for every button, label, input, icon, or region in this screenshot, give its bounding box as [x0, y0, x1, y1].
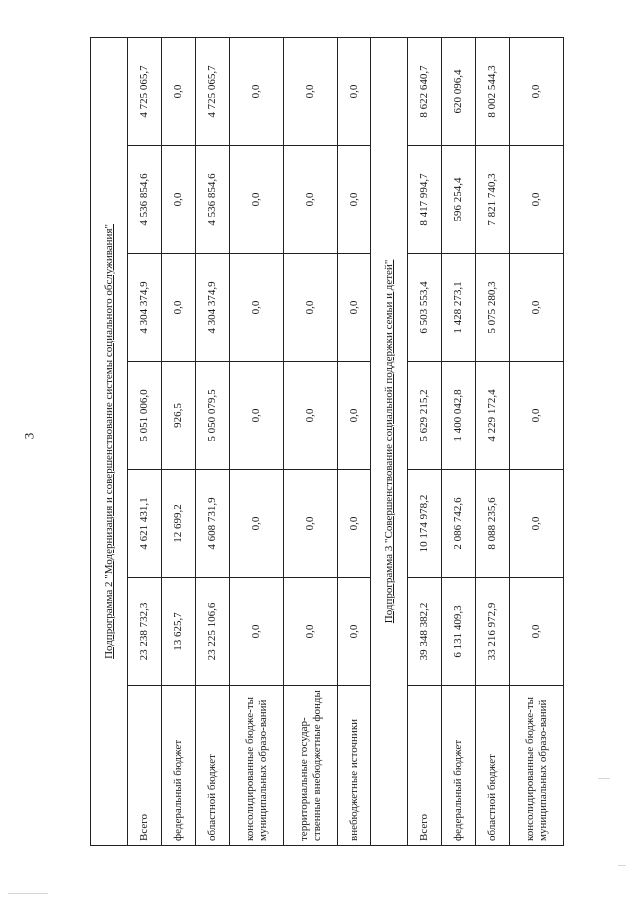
section-title: Подпрограмма 2 "Модернизация и совершенствование системы социального обслуживания": [91, 37, 128, 845]
cell-value: 1 428 273,1: [442, 254, 476, 362]
cell-value: 926,5: [162, 362, 196, 470]
cell-value: 5 051 006,0: [128, 362, 162, 470]
row-label: федеральный бюджет: [442, 686, 476, 846]
cell-total: 23 238 732,3: [128, 578, 162, 686]
cell-total: 23 225 106,6: [196, 578, 230, 686]
cell-value: 0,0: [284, 146, 338, 254]
cell-value: 4 536 854,6: [128, 146, 162, 254]
cell-value: 620 096,4: [442, 37, 476, 145]
table-row: [408, 37, 442, 845]
cell-value: 0,0: [510, 146, 564, 254]
cell-value: 1 400 042,8: [442, 362, 476, 470]
cell-value: 8 622 640,7: [408, 37, 442, 145]
table-row: [196, 37, 230, 845]
section-header-row: [91, 37, 128, 845]
rotated-table-container: [90, 38, 549, 846]
cell-value: 4 621 431,1: [128, 470, 162, 578]
row-label: федеральный бюджет: [162, 686, 196, 846]
cell-total: 39 348 382,2: [408, 578, 442, 686]
table-row: [284, 37, 338, 845]
cell-total: 6 131 409,3: [442, 578, 476, 686]
row-label: консолидированные бюдже-ты муниципальных образо-ваний: [510, 686, 564, 846]
cell-value: 4 304 374,9: [196, 254, 230, 362]
row-label: консолидированные бюдже-ты муниципальных образо-ваний: [230, 686, 284, 846]
cell-value: 8 088 235,6: [476, 470, 510, 578]
cell-value: 10 174 978,2: [408, 470, 442, 578]
cell-value: 6 503 553,4: [408, 254, 442, 362]
cell-value: 0,0: [284, 362, 338, 470]
cell-value: 0,0: [230, 470, 284, 578]
table-row: [510, 37, 564, 845]
row-label: внебюджетные источники: [338, 686, 371, 846]
section-header-row: [371, 37, 408, 845]
table-row: [476, 37, 510, 845]
cell-value: 0,0: [510, 470, 564, 578]
row-label: областной бюджет: [476, 686, 510, 846]
row-label: Всего: [408, 686, 442, 846]
cell-value: 0,0: [510, 254, 564, 362]
cell-value: 0,0: [338, 470, 371, 578]
cell-value: 5 629 215,2: [408, 362, 442, 470]
cell-value: 0,0: [284, 254, 338, 362]
row-label: Всего: [128, 686, 162, 846]
cell-value: 0,0: [162, 37, 196, 145]
cell-value: 0,0: [230, 146, 284, 254]
section-title: Подпрограмма 3 "Совершенствование социальной поддержки семьи и детей": [371, 37, 408, 845]
cell-value: 12 699,2: [162, 470, 196, 578]
cell-value: 596 254,4: [442, 146, 476, 254]
cell-value: 8 002 544,3: [476, 37, 510, 145]
cell-value: 0,0: [338, 146, 371, 254]
cell-total: 0,0: [284, 578, 338, 686]
cell-value: 0,0: [162, 254, 196, 362]
table-row: [442, 37, 476, 845]
budget-table: [90, 37, 564, 846]
table-row: [128, 37, 162, 845]
cell-value: 4 536 854,6: [196, 146, 230, 254]
cell-value: 0,0: [162, 146, 196, 254]
cell-value: 5 075 280,3: [476, 254, 510, 362]
cell-value: 0,0: [338, 37, 371, 145]
table-row: [338, 37, 371, 845]
cell-value: 5 050 079,5: [196, 362, 230, 470]
scan-speck: [598, 778, 610, 779]
scan-speck: [618, 865, 626, 866]
cell-value: 4 304 374,9: [128, 254, 162, 362]
cell-total: 0,0: [230, 578, 284, 686]
cell-value: 4 608 731,9: [196, 470, 230, 578]
cell-value: 0,0: [510, 37, 564, 145]
cell-value: 0,0: [338, 254, 371, 362]
cell-value: 0,0: [230, 362, 284, 470]
table-row: [162, 37, 196, 845]
cell-value: 0,0: [284, 37, 338, 145]
cell-value: 0,0: [338, 362, 371, 470]
cell-value: 0,0: [230, 254, 284, 362]
cell-total: 0,0: [510, 578, 564, 686]
cell-total: 0,0: [338, 578, 371, 686]
scan-speck: [8, 893, 48, 894]
row-label: областной бюджет: [196, 686, 230, 846]
cell-value: 4 725 065,7: [196, 37, 230, 145]
cell-value: 2 086 742,6: [442, 470, 476, 578]
cell-total: 13 625,7: [162, 578, 196, 686]
cell-value: 8 417 994,7: [408, 146, 442, 254]
cell-value: 0,0: [230, 37, 284, 145]
cell-value: 4 725 065,7: [128, 37, 162, 145]
row-label: территориальные государ-ственные внебюджетные фонды: [284, 686, 338, 846]
cell-value: 7 821 740,3: [476, 146, 510, 254]
table-row: [230, 37, 284, 845]
cell-value: 4 229 172,4: [476, 362, 510, 470]
cell-value: 0,0: [284, 470, 338, 578]
cell-value: 0,0: [510, 362, 564, 470]
page-number: 3: [21, 432, 37, 440]
cell-total: 33 216 972,9: [476, 578, 510, 686]
